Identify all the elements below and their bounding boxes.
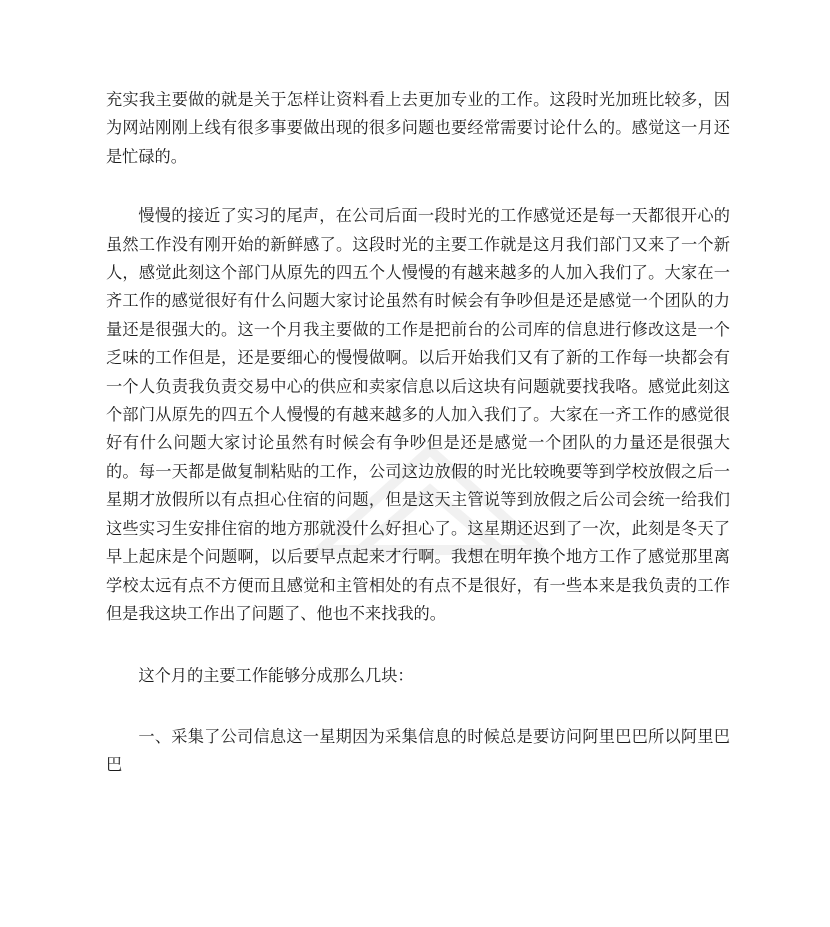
paragraph-4: 一、采集了公司信息这一星期因为采集信息的时候总是要访问阿里巴巴所以阿里巴巴 xyxy=(106,726,730,775)
paragraph-3: 这个月的主要工作能够分成那么几块： xyxy=(138,666,414,686)
paragraph-1: 充实我主要做的就是关于怎样让资料看上去更加专业的工作。这段时光加班比较多，因为网站刚刚上线有很多事要做出现的很多问题也要经常需要讨论什么的。感觉这一月还是忙碌的。 xyxy=(106,90,730,166)
document-body xyxy=(106,86,730,780)
paragraph-2: 慢慢的接近了实习的尾声，在公司后面一段时光的工作感觉还是每一天都很开心的虽然工作没有刚开始的新鲜感了。这段时光的主要工作就是这月我们部门又来了一个新人，感觉此刻这个部门从原先的四五个人慢慢的有越来越多的人加入我们了。大家在一齐工作的感觉很好有什么问题大家讨论虽然有时候会有争吵但是还是感觉一个团队的力量还是很强大的。这一个月我主要做的工作是把前台的公司库的信息进行修改这是一个乏味的工作但是，还是要细心的慢慢做啊。以后开始我们又有了新的工作每一块都会有一个人负责我负责交易中心的供应和卖家信息以后这块有问题就要找我咯。感觉此刻这个部门从原先的四五个人慢慢的有越来越多的人加入我们了。大家在一齐工作的感觉很好有什么问题大家讨论虽然有时候会有争吵但是还是感觉一个团队的力量还是很强大的。每一天都是做复制粘贴的工作，公司这边放假的时光比较晚要等到学校放假之后一星期才放假所以有点担心住宿的问题，但是这天主管说等到放假之后公司会统一给我们这些实习生安排住宿的地方那就没什么好担心了。这星期还迟到了一次，此刻是冬天了早上起床是个问题啊，以后要早点起来才行啊。我想在明年换个地方工作了感觉那里离学校太远有点不方便而且感觉和主管相处的有点不是很好，有一些本来是我负责的工作但是我这块工作出了问题了、他也不来找我的。 xyxy=(106,206,730,623)
